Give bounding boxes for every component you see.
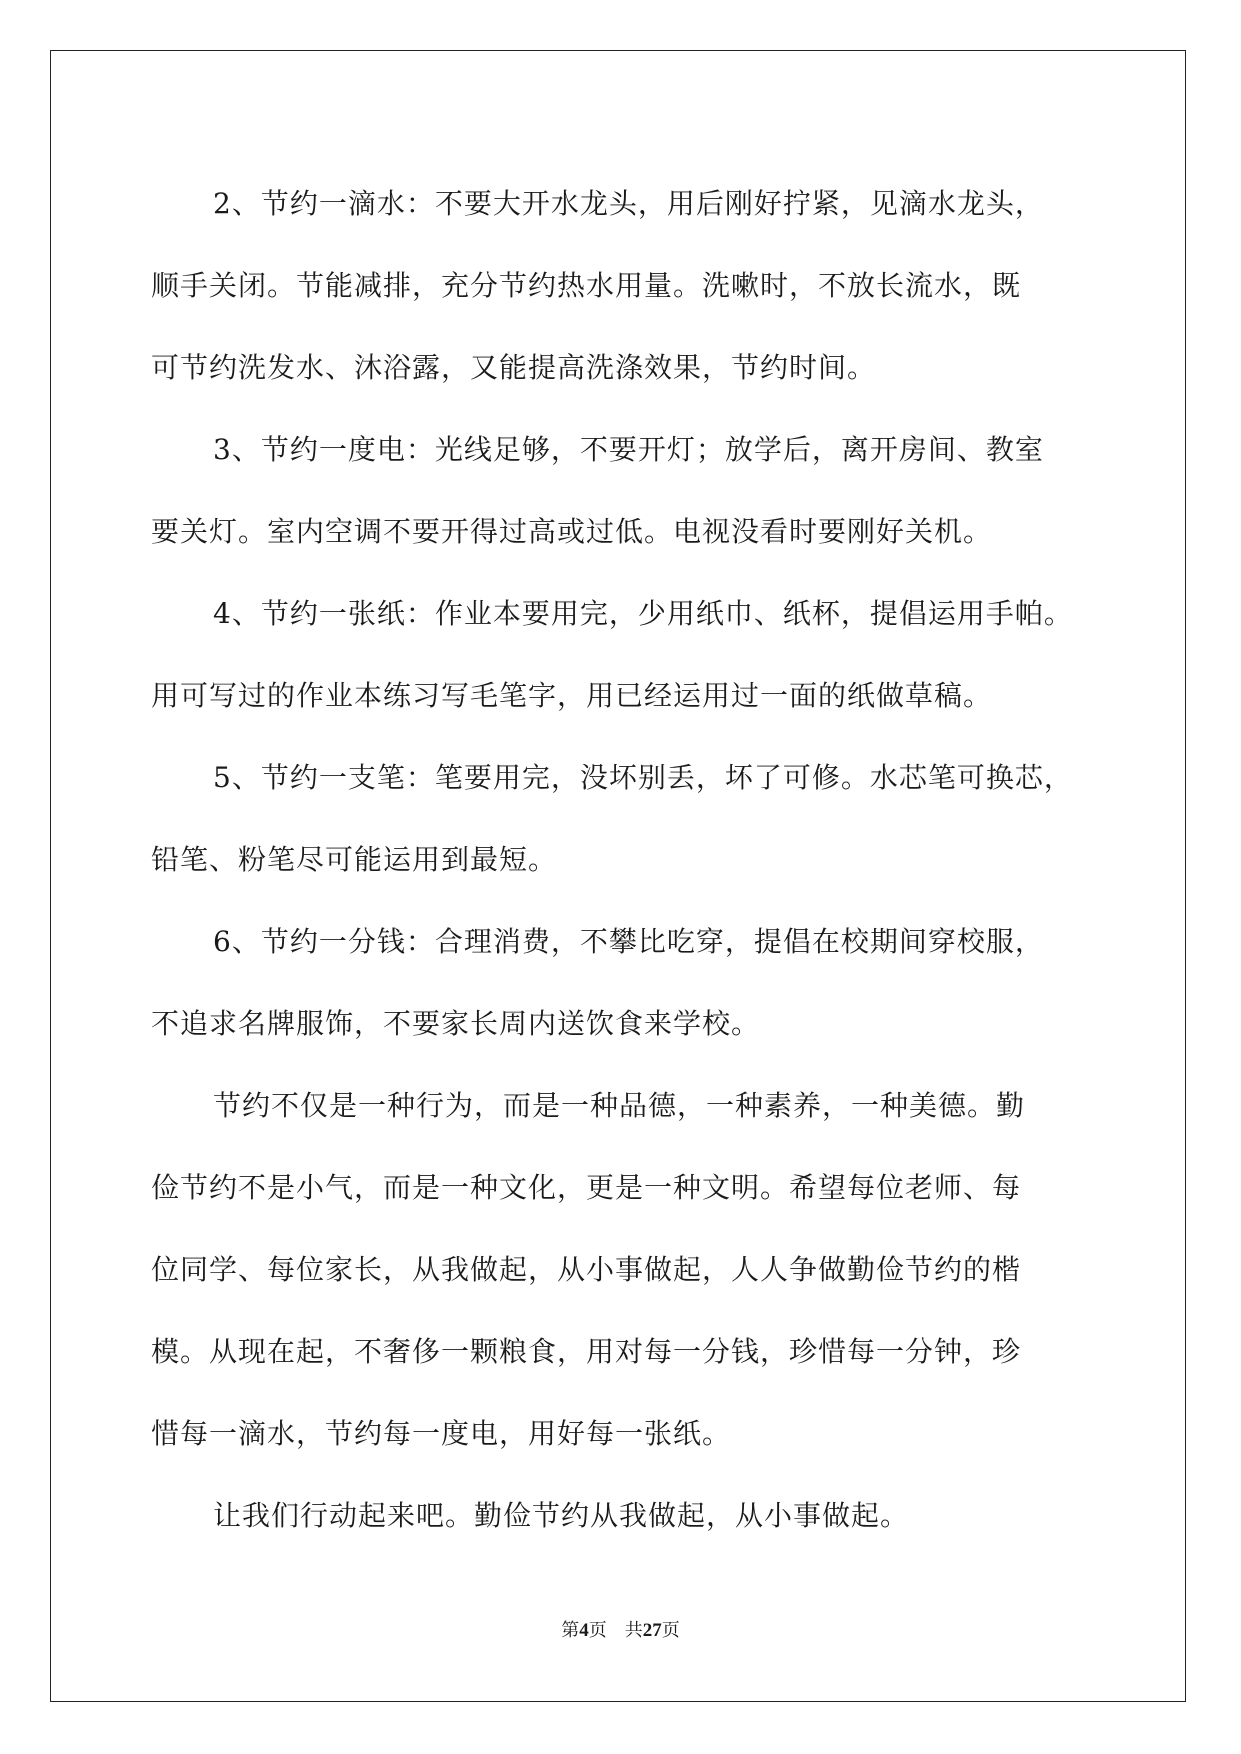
text-line: 5、节约一支笔：笔要用完，没坏别丢，坏了可修。水芯笔可换芯， (213, 761, 1073, 794)
text-line: 3、节约一度电：光线足够，不要开灯；放学后，离开房间、教室 (213, 433, 1044, 466)
text-line: 铅笔、粉笔尽可能运用到最短。 (151, 843, 558, 876)
text-line: 位同学、每位家长，从我做起，从小事做起，人人争做勤俭节约的楷 (151, 1253, 1022, 1286)
text-line: 不追求名牌服饰，不要家长周内送饮食来学校。 (151, 1007, 761, 1040)
paragraph-save-paper (151, 573, 1091, 737)
text-line: 节约不仅是一种行为，而是一种品德，一种素养，一种美德。勤 (213, 1089, 1026, 1122)
text-line: 4、节约一张纸：作业本要用完，少用纸巾、纸杯，提倡运用手帕。 (213, 597, 1073, 630)
text-line: 模。从现在起，不奢侈一颗粮食，用对每一分钱，珍惜每一分钟，珍 (151, 1335, 1022, 1368)
current-page-number: 4 (579, 1620, 589, 1641)
text-line: 6、节约一分钱：合理消费，不攀比吃穿，提倡在校期间穿校服， (213, 925, 1044, 958)
paragraph-summary (151, 1065, 1091, 1475)
text-line: 用可写过的作业本练习写毛笔字，用已经运用过一面的纸做草稿。 (151, 679, 993, 712)
paragraph-save-electricity (151, 409, 1091, 573)
footer-page-suffix: 页 (588, 1620, 607, 1640)
text-line: 2、节约一滴水：不要大开水龙头，用后刚好拧紧，见滴水龙头， (213, 187, 1044, 220)
text-line: 让我们行动起来吧。勤俭节约从我做起，从小事做起。 (213, 1499, 910, 1532)
paragraph-save-water (151, 163, 1091, 409)
paragraph-call-to-action (151, 1475, 1091, 1557)
footer-total-prefix: 共 (624, 1620, 643, 1640)
text-line: 要关灯。室内空调不要开得过高或过低。电视没看时要刚好关机。 (151, 515, 993, 548)
page-footer (0, 1616, 1241, 1642)
text-line: 可节约洗发水、沐浴露，又能提高洗涤效果，节约时间。 (151, 351, 877, 384)
footer-prefix: 第 (561, 1620, 580, 1640)
paragraph-save-pen (151, 737, 1091, 901)
total-page-count: 27 (642, 1620, 662, 1641)
text-line: 俭节约不是小气，而是一种文化，更是一种文明。希望每位老师、每 (151, 1171, 1022, 1204)
paragraph-save-money (151, 901, 1091, 1065)
text-line: 惜每一滴水，节约每一度电，用好每一张纸。 (151, 1417, 732, 1450)
text-line: 顺手关闭。节能减排，充分节约热水用量。洗嗽时，不放长流水，既 (151, 269, 1022, 302)
document-body (151, 163, 1091, 1557)
footer-total-suffix: 页 (661, 1620, 680, 1640)
